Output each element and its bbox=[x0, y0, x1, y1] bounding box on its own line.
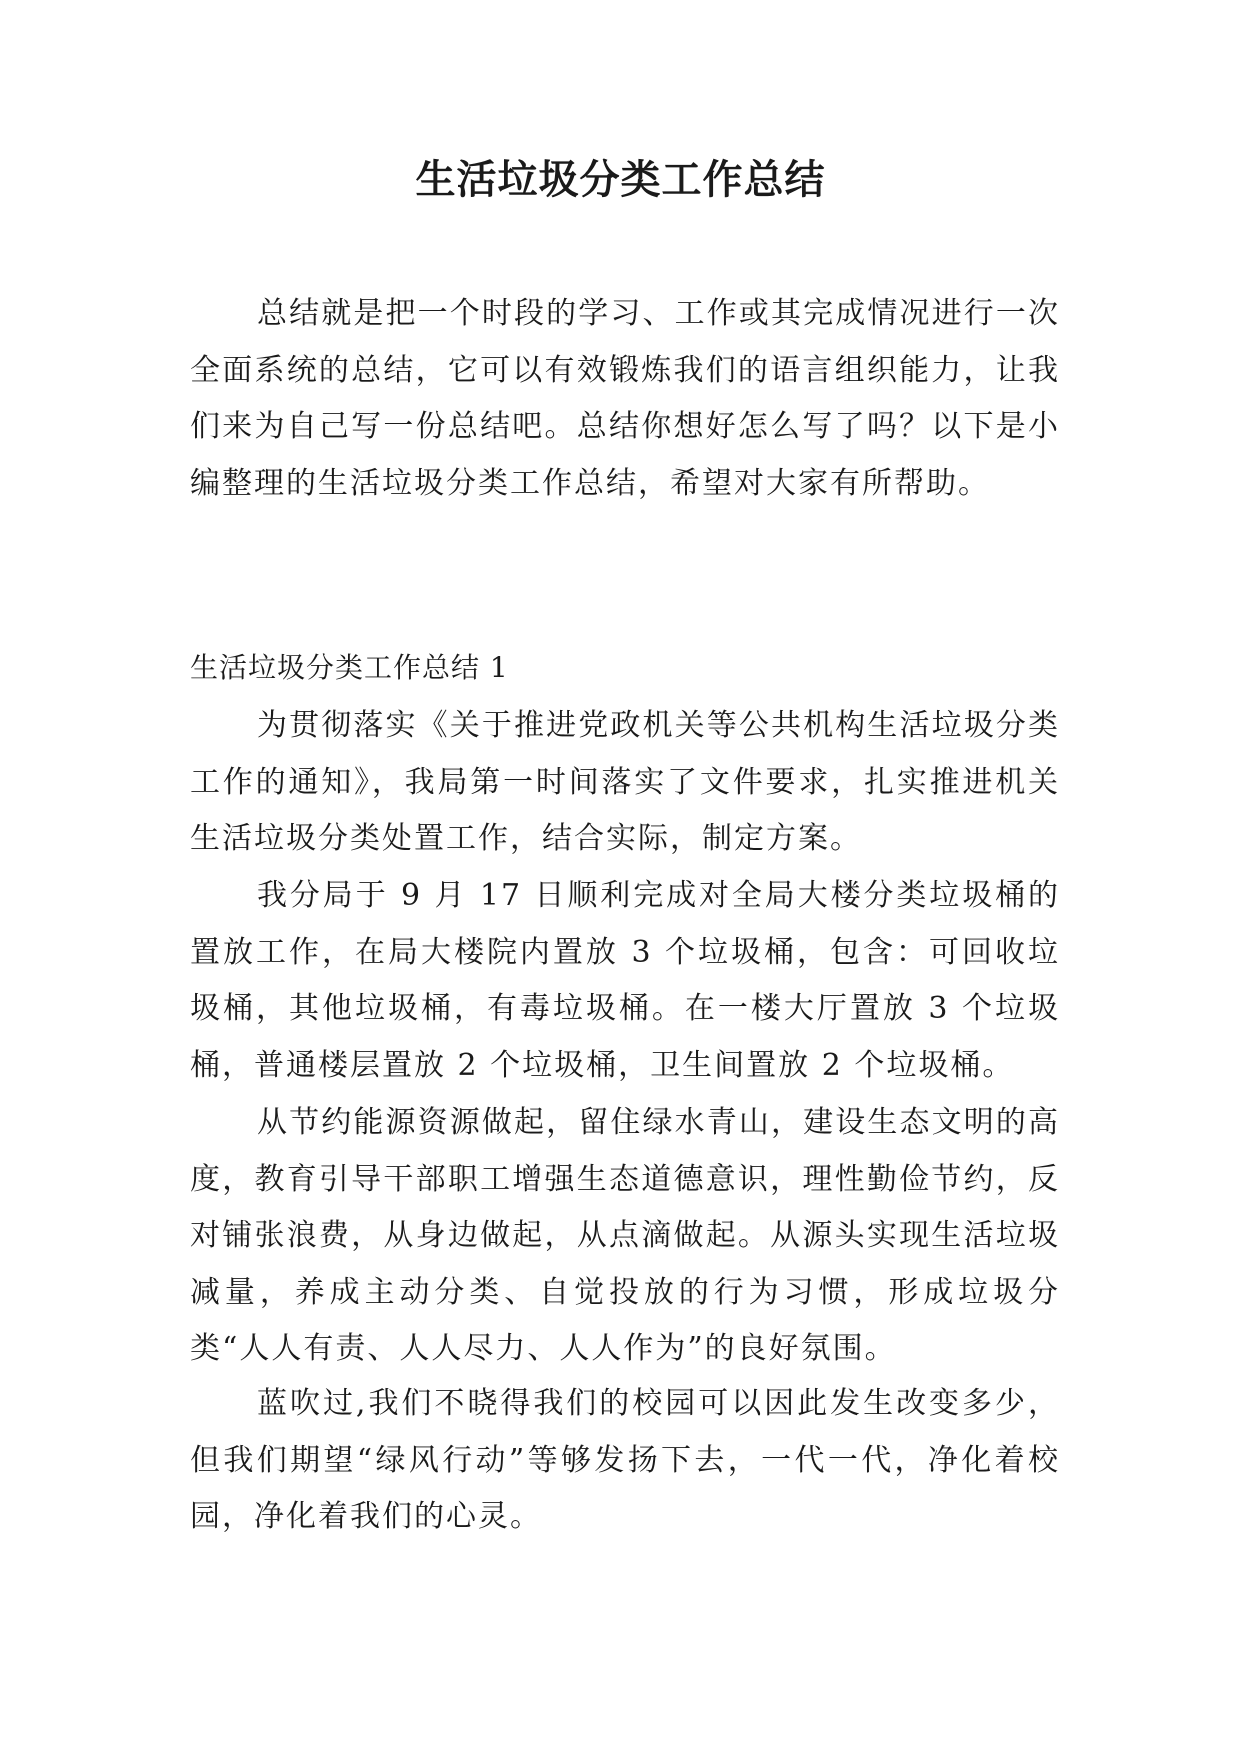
body-paragraph: 蓝吹过,我们不晓得我们的校园可以因此发生改变多少，但我们期望“绿风行动”等够发扬下去，一代一代，净化着校园，净化着我们的心灵。 bbox=[190, 1386, 1060, 1534]
section-heading: 生活垃圾分类工作总结 1 bbox=[190, 651, 509, 684]
document-title: 生活垃圾分类工作总结 bbox=[415, 157, 826, 203]
intro-paragraph: 总结就是把一个时段的学习、工作或其完成情况进行一次全面系统的总结，它可以有效锻炼我们的语言组织能力，让我们来为自己写一份总结吧。总结你想好怎么写了吗？以下是小编整理的生活垃圾分类工作总结，希望对大家有所帮助。 bbox=[190, 296, 1060, 501]
body-paragraph: 我分局于 9 月 17 日顺利完成对全局大楼分类垃圾桶的置放工作，在局大楼院内置放 3 个垃圾桶，包含：可回收垃圾桶，其他垃圾桶，有毒垃圾桶。在一楼大厅置放 3 个垃圾桶，普通楼层置放 2 个垃圾桶，卫生间置放 2 个垃圾桶。 bbox=[190, 878, 1060, 1083]
body-paragraph: 为贯彻落实《关于推进党政机关等公共机构生活垃圾分类工作的通知》，我局第一时间落实了文件要求，扎实推进机关生活垃圾分类处置工作，结合实际，制定方案。 bbox=[190, 708, 1060, 856]
body-paragraph: 从节约能源资源做起，留住绿水青山，建设生态文明的高度，教育引导干部职工增强生态道德意识，理性勤俭节约，反对铺张浪费，从身边做起，从点滴做起。从源头实现生活垃圾减量，养成主动分类、自觉投放的行为习惯，形成垃圾分类“人人有责、人人尽力、人人作为”的良好氛围。 bbox=[190, 1105, 1060, 1366]
